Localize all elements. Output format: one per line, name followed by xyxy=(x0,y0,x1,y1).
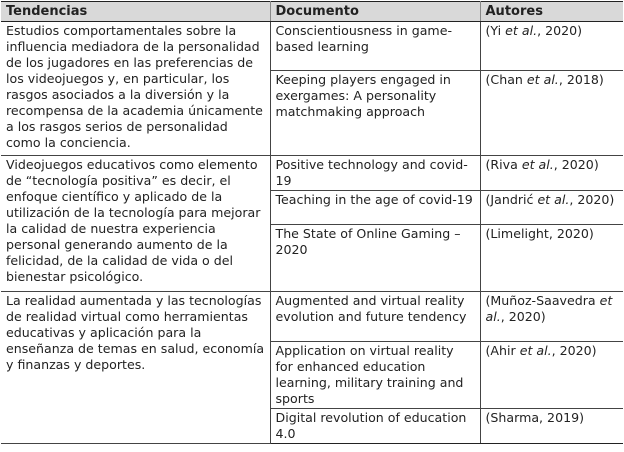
table-row xyxy=(1,156,623,191)
documento-cell: Augmented and virtual reality evolution and future tendency xyxy=(270,292,480,342)
autores-cell xyxy=(480,225,623,292)
autor-year: , 2020) xyxy=(500,309,546,324)
table-row xyxy=(1,292,623,342)
autores-cell xyxy=(480,71,623,156)
autor-etal: et al. xyxy=(521,157,554,172)
trends-table xyxy=(1,1,623,444)
header-documento: Documento xyxy=(270,2,480,22)
autor-year: , 2020) xyxy=(553,157,599,172)
header-tendencias: Tendencias xyxy=(1,2,270,22)
autor-name: (Limelight, 2020) xyxy=(485,226,594,241)
autor-year: , 2020) xyxy=(551,343,597,358)
header-row xyxy=(1,2,623,22)
documento-cell: Keeping players engaged in exergames: A personality matchmaking approach xyxy=(270,71,480,156)
autor-year: , 2020) xyxy=(537,23,583,38)
documento-cell: Positive technology and covid-19 xyxy=(270,156,480,191)
tendencia-cell: Estudios comportamentales sobre la influencia mediadora de la personalidad de los jugadores en las preferencias de los videojuegos y, en particular, los rasgos asociados a la diversión y la recompensa de la academia únicamente a los rasgos serios de personalidad como la conciencia. xyxy=(1,22,270,156)
documento-cell: Application on virtual reality for enhanced education learning, military training and sports xyxy=(270,342,480,409)
autor-year: , 2018) xyxy=(558,72,604,87)
autor-name: (Ahir xyxy=(485,343,520,358)
documento-cell: The State of Online Gaming – 2020 xyxy=(270,225,480,292)
documento-cell: Digital revolution of education 4.0 xyxy=(270,409,480,444)
autor-etal: et al. xyxy=(537,192,570,207)
autores-cell xyxy=(480,342,623,409)
autor-etal: et al. xyxy=(505,23,538,38)
autor-name: (Riva xyxy=(485,157,522,172)
table-row xyxy=(1,22,623,71)
autor-etal: et al. xyxy=(519,343,552,358)
autor-name: (Yi xyxy=(485,23,506,38)
documento-cell: Conscientiousness in game-based learning xyxy=(270,22,480,71)
tendencia-cell: Videojuegos educativos como elemento de “tecnología positiva” es decir, el enfoque científico y aplicado de la utilización de la tecnología para mejorar la calidad de nuestra experiencia personal generando aumento de la felicidad, de la calidad de vida o del bienestar psicológico. xyxy=(1,156,270,292)
autor-name: (Jandrić xyxy=(485,192,538,207)
autores-cell xyxy=(480,22,623,71)
autores-cell xyxy=(480,292,623,342)
autores-cell xyxy=(480,409,623,444)
documento-cell: Teaching in the age of covid-19 xyxy=(270,191,480,225)
autor-etal: et al. xyxy=(526,72,559,87)
autor-name: (Chan xyxy=(485,72,527,87)
autores-cell xyxy=(480,156,623,191)
autor-name: (Muñoz-Saavedra xyxy=(485,293,600,308)
tendencia-cell: La realidad aumentada y las tecnologías de realidad virtual como herramientas educativas y aplicación para la enseñanza de temas en salud, economía y finanzas y deportes. xyxy=(1,292,270,444)
autor-year: , 2020) xyxy=(569,192,615,207)
autores-cell xyxy=(480,191,623,225)
autor-etal: et al. xyxy=(485,293,613,324)
autor-name: (Sharma, 2019) xyxy=(485,410,585,425)
header-autores: Autores xyxy=(480,2,623,22)
